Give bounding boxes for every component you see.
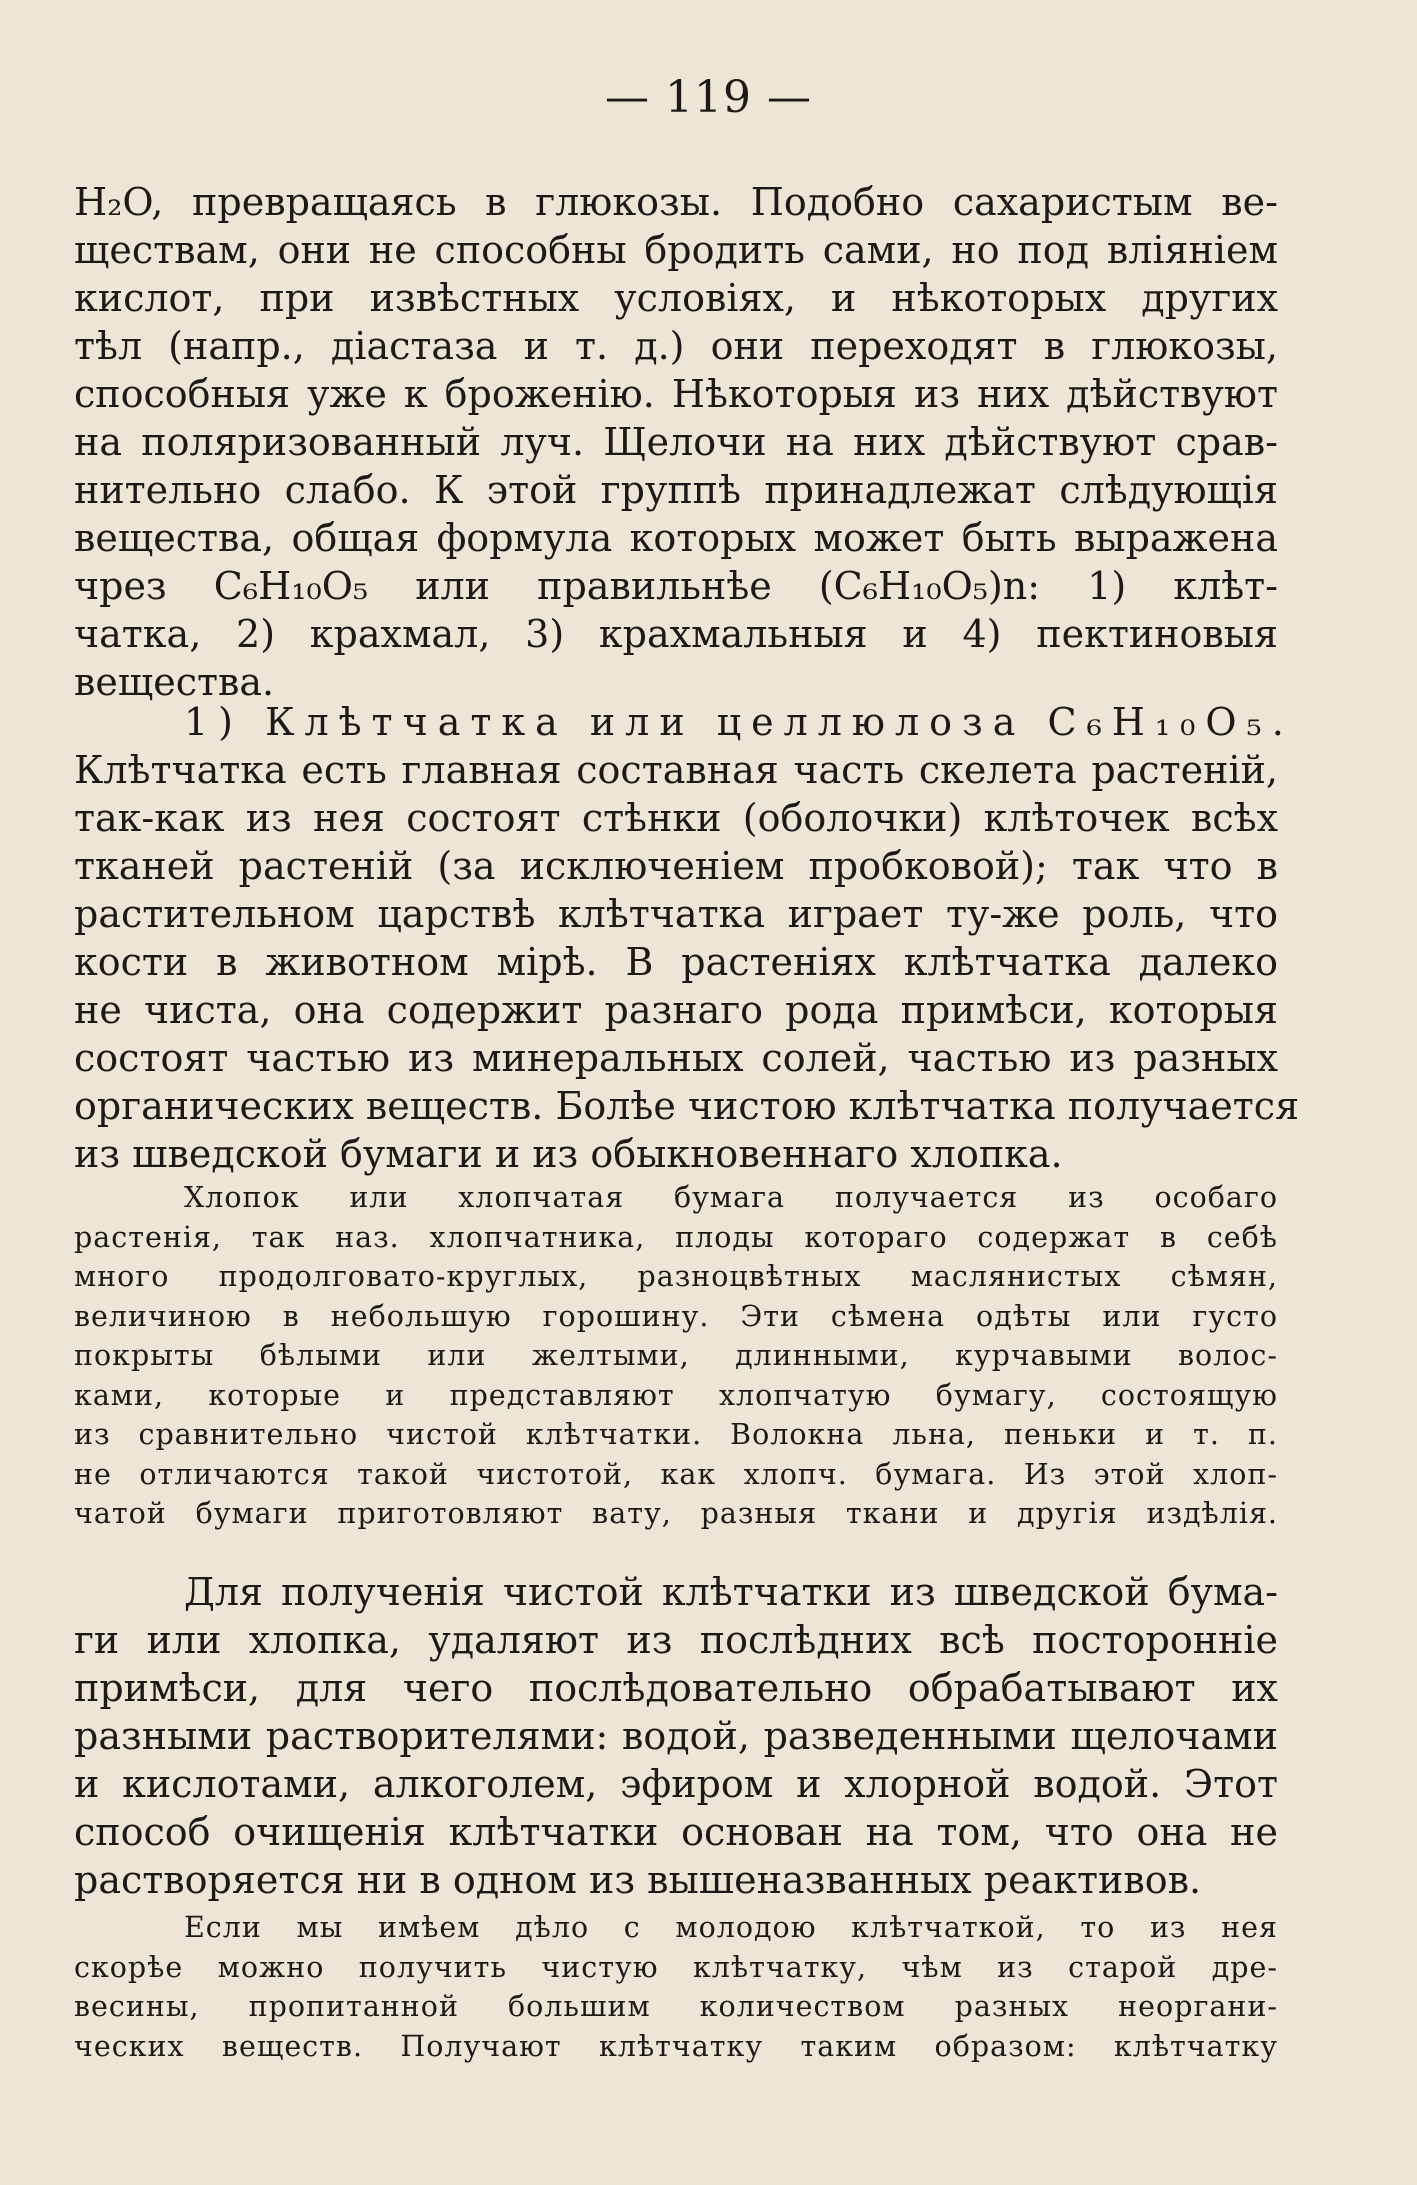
note-young-cellulose: [74, 1908, 1278, 2066]
paragraph-cellulose: [74, 698, 1300, 1178]
text-line: Если мы имѣем дѣло с молодою клѣтчаткой, то из нея: [184, 1911, 1278, 1944]
text-line: много продолговато-круглых, разноцвѣтных маслянистых сѣмян,: [74, 1260, 1278, 1293]
text-line: из сравнительно чистой клѣтчатки. Волокна льна, пеньки и т. п.: [74, 1418, 1278, 1451]
text-line: H₂O, превращаясь в глюкозы. Подобно сахаристым ве-: [74, 180, 1278, 224]
text-line: нительно слабо. К этой группѣ принадлежат слѣдующія: [74, 468, 1278, 512]
text-line: чрез C₆H₁₀O₅ или правильнѣе (C₆H₁₀O₅)n: 1) клѣт-: [74, 564, 1278, 608]
text-line: покрыты бѣлыми или желтыми, длинными, курчавыми волос-: [74, 1339, 1278, 1372]
text-line: Для полученія чистой клѣтчатки из шведской бума-: [184, 1570, 1278, 1614]
text-line: величиною в небольшую горошину. Эти сѣмена одѣты или густо: [74, 1299, 1278, 1333]
text-line: ками, которые и представляют хлопчатую бумагу, состоящую: [74, 1378, 1278, 1412]
text-line: растенія, так наз. хлопчатника, плоды котораго содержат в себѣ: [74, 1220, 1278, 1254]
text-line: Клѣтчатка есть главная составная часть скелета растеній,: [74, 748, 1278, 792]
text-line: чатка, 2) крахмал, 3) крахмальныя и 4) пектиновыя: [74, 612, 1278, 656]
text-line: ческих веществ. Получают клѣтчатку таким образом: клѣтчатку: [74, 2029, 1278, 2063]
text-line: растительном царствѣ клѣтчатка играет ту-же роль, что: [74, 892, 1278, 936]
text-line: Хлопок или хлопчатая бумага получается из особаго: [184, 1181, 1278, 1214]
text-line: скорѣе можно получить чистую клѣтчатку, чѣм из старой дре-: [74, 1950, 1278, 1984]
text-line: кости в животном мірѣ. В растеніях клѣтчатка далеко: [74, 940, 1278, 984]
note-cotton: [74, 1178, 1278, 1534]
section-heading: [74, 698, 1294, 746]
text-line: не чиста, она содержит разнаго рода примѣси, которыя: [74, 988, 1278, 1032]
text-line: вещества, общая формула которых может быть выражена: [74, 516, 1278, 560]
text-line: вещества.: [74, 660, 275, 704]
section-heading-text: 1) Клѣтчатка или целлюлоза C₆H₁₀O₅.: [184, 700, 1294, 744]
text-line: на поляризованный луч. Щелочи на них дѣйствуют срав-: [74, 420, 1278, 464]
text-line: способ очищенія клѣтчатки основан на том, что она не: [74, 1810, 1278, 1854]
text-line: органических веществ. Болѣе чистою клѣтчатка получается: [74, 1084, 1300, 1128]
paragraph-intro: [74, 178, 1278, 706]
text-line: разными растворителями: водой, разведенными щелочами: [74, 1714, 1278, 1758]
text-line: состоят частью из минеральных солей, частью из разных: [74, 1036, 1278, 1080]
text-line: способныя уже к броженію. Нѣкоторыя из них дѣйствуют: [74, 372, 1278, 416]
text-line: чатой бумаги приготовляют вату, разныя ткани и другія издѣлія.: [74, 1497, 1278, 1530]
text-line: кислот, при извѣстных условіях, и нѣкоторых других: [74, 276, 1278, 320]
text-line: примѣси, для чего послѣдовательно обрабатывают их: [74, 1666, 1278, 1710]
text-line: растворяется ни в одном из вышеназванных реактивов.: [74, 1858, 1202, 1902]
text-line: из шведской бумаги и из обыкновеннаго хлопка.: [74, 1132, 1063, 1176]
text-line: тканей растеній (за исключеніем пробковой); так что в: [74, 844, 1278, 888]
text-line: ществам, они не способны бродить сами, но под вліяніем: [74, 228, 1278, 272]
text-line: и кислотами, алкоголем, эфиром и хлорной водой. Этот: [74, 1762, 1278, 1806]
text-line: весины, пропитанной большим количеством разных неоргани-: [74, 1990, 1278, 2023]
page-number: — 119 —: [605, 72, 812, 123]
text-line: не отличаются такой чистотой, как хлопч. бумага. Из этой хлоп-: [74, 1457, 1278, 1491]
text-line: тѣл (напр., діастаза и т. д.) они переходят в глюкозы,: [74, 324, 1278, 368]
text-line: ги или хлопка, удаляют из послѣдних всѣ посторонніе: [74, 1618, 1278, 1662]
paragraph-purification: [74, 1568, 1278, 1904]
text-line: так-как из нея состоят стѣнки (оболочки) клѣточек всѣх: [74, 796, 1278, 840]
